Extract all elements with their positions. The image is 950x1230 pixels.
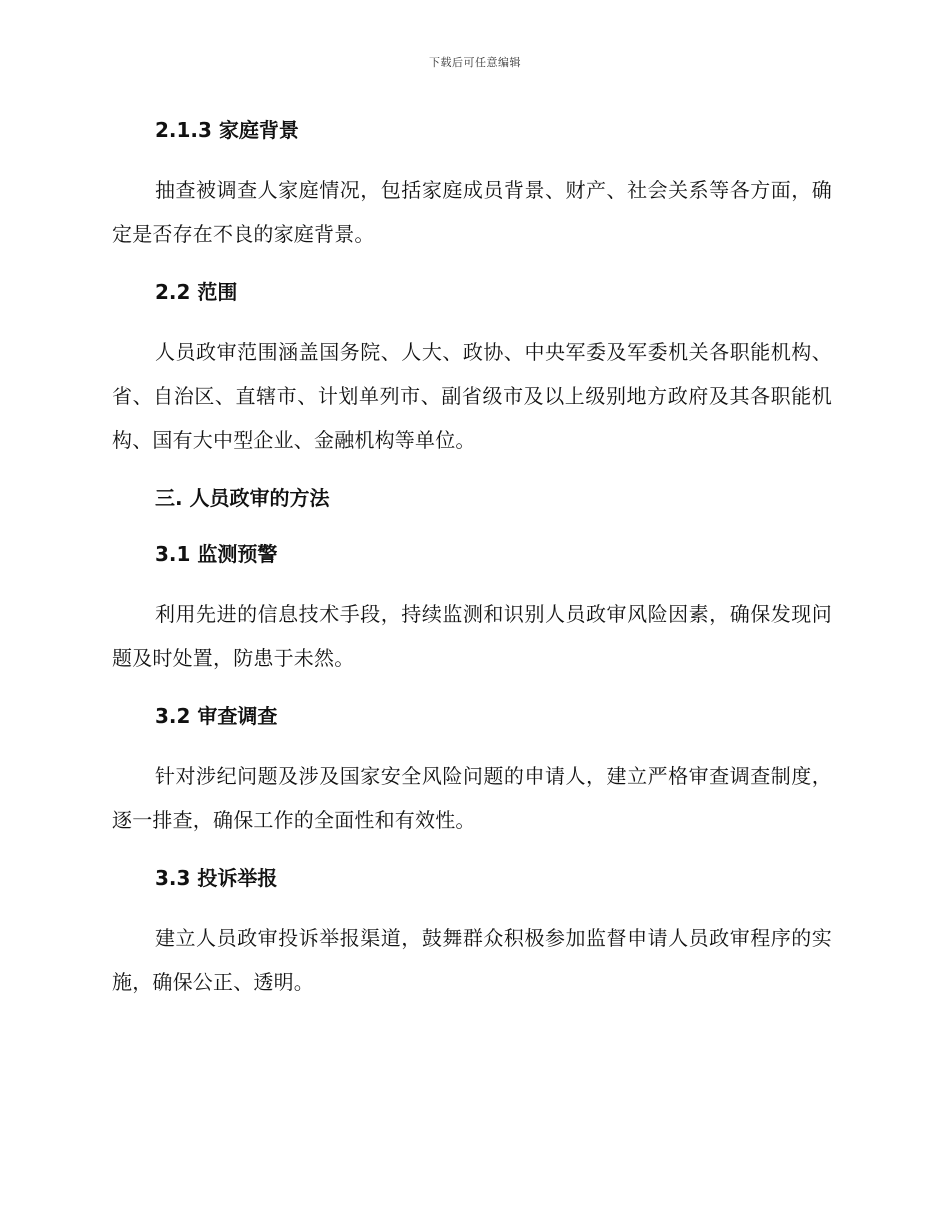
paragraph-monitoring: 利用先进的信息技术手段，持续监测和识别人员政审风险因素，确保发现问题及时处置，防患于未然。 bbox=[112, 602, 832, 670]
section-heading-3-2: 3.2 审查调查 bbox=[155, 704, 278, 728]
section-heading-3-1: 3.1 监测预警 bbox=[155, 542, 278, 566]
section-heading-3-3: 3.3 投诉举报 bbox=[155, 866, 278, 890]
paragraph-family-background: 抽查被调查人家庭情况，包括家庭成员背景、财产、社会关系等各方面，确定是否存在不良的家庭背景。 bbox=[112, 178, 832, 246]
section-heading-2-2: 2.2 范围 bbox=[155, 280, 238, 304]
paragraph-investigation: 针对涉纪问题及涉及国家安全风险问题的申请人，建立严格审查调查制度，逐一排查，确保工作的全面性和有效性。 bbox=[112, 764, 832, 832]
section-heading-3: 三. 人员政审的方法 bbox=[155, 486, 330, 510]
paragraph-scope: 人员政审范围涵盖国务院、人大、政协、中央军委及军委机关各职能机构、省、自治区、直辖市、计划单列市、副省级市及以上级别地方政府及其各职能机构、国有大中型企业、金融机构等单位。 bbox=[112, 340, 832, 452]
document-body bbox=[112, 110, 832, 1020]
section-heading-2-1-3: 2.1.3 家庭背景 bbox=[155, 118, 299, 142]
page-header-note: 下载后可任意编辑 bbox=[429, 56, 521, 69]
paragraph-complaints: 建立人员政审投诉举报渠道，鼓舞群众积极参加监督申请人员政审程序的实施，确保公正、透明。 bbox=[112, 926, 832, 994]
